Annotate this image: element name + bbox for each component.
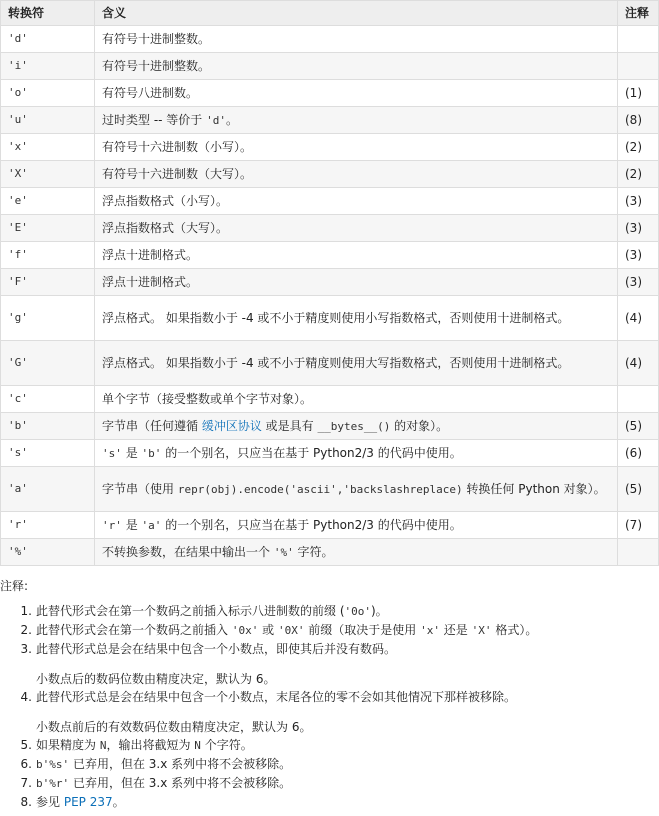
note-number: 7.	[20, 776, 32, 790]
note-item	[16, 621, 646, 640]
conversion-code: 'F'	[1, 269, 95, 296]
meaning-text: 的对象）。	[390, 418, 449, 433]
note-number: 6.	[20, 757, 32, 771]
conversion-meaning	[95, 413, 618, 440]
meaning-text: 转换任何 Python 对象）。	[462, 481, 606, 496]
conversion-meaning: 有符号八进制数。	[95, 80, 618, 107]
note-number: 3.	[20, 642, 32, 656]
meaning-text: 的一个别名，只应当在基于 Python2/3 的代码中使用。	[161, 445, 462, 460]
conversion-code: 'G'	[1, 341, 95, 386]
table-row	[1, 215, 659, 242]
inline-code: '0X'	[277, 624, 305, 637]
note-item	[16, 793, 646, 811]
note-text: 个字符。	[200, 738, 253, 752]
header-meaning: 含义	[95, 1, 618, 26]
note-subtext: 小数点前后的有效数码位数由精度决定，默认为 6。	[36, 720, 312, 734]
note-text: 如果精度为	[36, 738, 100, 752]
table-row	[1, 107, 659, 134]
note-item	[16, 602, 646, 621]
conversion-meaning: 单个字节（接受整数或单个字节对象）。	[95, 386, 618, 413]
conversion-code: 'g'	[1, 296, 95, 341]
inline-code: 'r'	[102, 518, 122, 532]
conversion-meaning	[95, 467, 618, 512]
meaning-text: 不转换参数，在结果中输出一个	[102, 544, 274, 559]
inline-code: 'X'	[471, 624, 492, 637]
conversion-note: (6)	[618, 440, 659, 467]
note-item	[16, 755, 646, 774]
meaning-text: 是	[121, 445, 142, 460]
note-number: 4.	[20, 690, 32, 704]
inline-code: b'%r'	[36, 777, 70, 790]
conversion-note: (5)	[618, 467, 659, 512]
inline-code: __bytes__()	[317, 419, 391, 433]
note-text: 已弃用，但在 3.x 系列中将不会被移除。	[69, 757, 292, 771]
conversion-code: 'E'	[1, 215, 95, 242]
table-row	[1, 386, 659, 413]
table-row	[1, 467, 659, 512]
conversion-note: (7)	[618, 512, 659, 539]
conversion-note: (3)	[618, 269, 659, 296]
note-text: 此替代形式会在第一个数码之前插入标示八进制数的前缀 (	[36, 604, 345, 618]
table-row	[1, 26, 659, 53]
note-number: 8.	[20, 795, 32, 809]
note-text: 此替代形式总是会在结果中包含一个小数点，即使其后并没有数码。	[36, 642, 397, 656]
note-text: 还是	[439, 623, 472, 637]
note-text: 此替代形式会在第一个数码之前插入	[36, 623, 232, 637]
inline-code: '0o'	[344, 605, 371, 618]
pep-237-link[interactable]: PEP 237	[63, 795, 113, 809]
conversion-code: 'c'	[1, 386, 95, 413]
table-row	[1, 440, 659, 467]
table-row	[1, 539, 659, 566]
note-text: 前缀（取决于是使用	[304, 623, 421, 637]
conversion-meaning: 浮点格式。 如果指数小于 -4 或不小于精度则使用大写指数格式，否则使用十进制格式。	[95, 341, 618, 386]
note-number: 2.	[20, 623, 32, 637]
conversion-note	[618, 386, 659, 413]
conversion-code: 'e'	[1, 188, 95, 215]
note-text: 或	[258, 623, 278, 637]
table-row	[1, 53, 659, 80]
note-number: 1.	[20, 604, 32, 618]
note-text: 参见	[36, 795, 64, 809]
inline-code: 'b'	[141, 446, 162, 460]
table-row	[1, 413, 659, 440]
conversion-meaning: 有符号十进制整数。	[95, 53, 618, 80]
conversion-note: (4)	[618, 296, 659, 341]
meaning-text: 是	[121, 517, 142, 532]
conversion-meaning	[95, 440, 618, 467]
meaning-text: 字节串（任何遵循	[102, 418, 202, 433]
note-item	[16, 774, 646, 793]
meaning-text: 。	[225, 112, 238, 127]
inline-code: repr(obj).encode('ascii','backslashreplace)	[177, 482, 463, 496]
table-row	[1, 161, 659, 188]
table-header-row	[1, 1, 659, 26]
meaning-text: 过时类型 -- 等价于	[102, 112, 207, 127]
conversion-note: (3)	[618, 242, 659, 269]
meaning-text: 的一个别名，只应当在基于 Python2/3 的代码中使用。	[161, 517, 462, 532]
conversion-note	[618, 539, 659, 566]
conversion-meaning: 浮点十进制格式。	[95, 242, 618, 269]
conversion-note	[618, 53, 659, 80]
inline-code: '%'	[273, 545, 294, 559]
inline-code: 'a'	[141, 518, 162, 532]
conversion-meaning: 有符号十六进制数（小写）。	[95, 134, 618, 161]
conversion-code: 'X'	[1, 161, 95, 188]
inline-code: b'%s'	[36, 758, 70, 771]
conversion-code: '%'	[1, 539, 95, 566]
notes-heading: 注释:	[0, 579, 29, 593]
conversion-meaning: 有符号十进制整数。	[95, 26, 618, 53]
header-conversion: 转换符	[1, 1, 95, 26]
note-text: 已弃用，但在 3.x 系列中将不会被移除。	[69, 776, 292, 790]
table-row	[1, 296, 659, 341]
conversion-note: (1)	[618, 80, 659, 107]
conversion-note: (4)	[618, 341, 659, 386]
conversion-note: (3)	[618, 215, 659, 242]
inline-code: N	[194, 739, 201, 752]
table-row	[1, 512, 659, 539]
inline-code: 's'	[102, 446, 122, 460]
note-subtext: 小数点后的数码位数由精度决定，默认为 6。	[36, 672, 276, 686]
note-item	[16, 688, 646, 736]
conversion-meaning	[95, 512, 618, 539]
table-row	[1, 80, 659, 107]
conversion-meaning: 浮点指数格式（大写）。	[95, 215, 618, 242]
meaning-text: 字符。	[293, 544, 334, 559]
note-text: ，输出将截短为	[106, 738, 195, 752]
table-row	[1, 341, 659, 386]
notes-list	[16, 602, 646, 811]
conversion-code: 'i'	[1, 53, 95, 80]
note-text: 此替代形式总是会在结果中包含一个小数点，末尾各位的零不会如其他情况下那样被移除。	[36, 690, 517, 704]
conversion-meaning: 浮点十进制格式。	[95, 269, 618, 296]
conversion-note: (2)	[618, 134, 659, 161]
conversion-meaning	[95, 539, 618, 566]
inline-code: '0x'	[231, 624, 259, 637]
conversion-code: 'o'	[1, 80, 95, 107]
meaning-text: 或是具有	[261, 418, 318, 433]
inline-code: N	[99, 739, 107, 752]
conversion-code: 'd'	[1, 26, 95, 53]
meaning-text: 字节串（使用	[102, 481, 178, 496]
conversion-note: (5)	[618, 413, 659, 440]
table-row	[1, 269, 659, 296]
conversion-note: (8)	[618, 107, 659, 134]
conversion-code: 'b'	[1, 413, 95, 440]
conversion-meaning: 浮点指数格式（小写）。	[95, 188, 618, 215]
inline-code: 'd'	[206, 113, 226, 127]
note-text: 格式）。	[491, 623, 538, 637]
conversion-code: 's'	[1, 440, 95, 467]
table-row	[1, 134, 659, 161]
note-item	[16, 640, 646, 688]
conversion-code: 'r'	[1, 512, 95, 539]
conversion-note: (3)	[618, 188, 659, 215]
buffer-protocol-link[interactable]: 缓冲区协议	[201, 418, 262, 433]
conversion-meaning: 有符号十六进制数（大写）。	[95, 161, 618, 188]
note-text: 。	[112, 795, 125, 809]
note-number: 5.	[20, 738, 32, 752]
note-text: )。	[371, 604, 388, 618]
conversion-code: 'u'	[1, 107, 95, 134]
conversion-code: 'x'	[1, 134, 95, 161]
conversion-note	[618, 26, 659, 53]
conversion-meaning: 浮点格式。 如果指数小于 -4 或不小于精度则使用小写指数格式，否则使用十进制格式。	[95, 296, 618, 341]
header-notes: 注释	[618, 1, 659, 26]
table-row	[1, 188, 659, 215]
conversion-note: (2)	[618, 161, 659, 188]
table-row	[1, 242, 659, 269]
inline-code: 'x'	[420, 624, 440, 637]
note-item	[16, 736, 646, 755]
conversion-meaning	[95, 107, 618, 134]
conversion-code: 'f'	[1, 242, 95, 269]
conversion-code: 'a'	[1, 467, 95, 512]
